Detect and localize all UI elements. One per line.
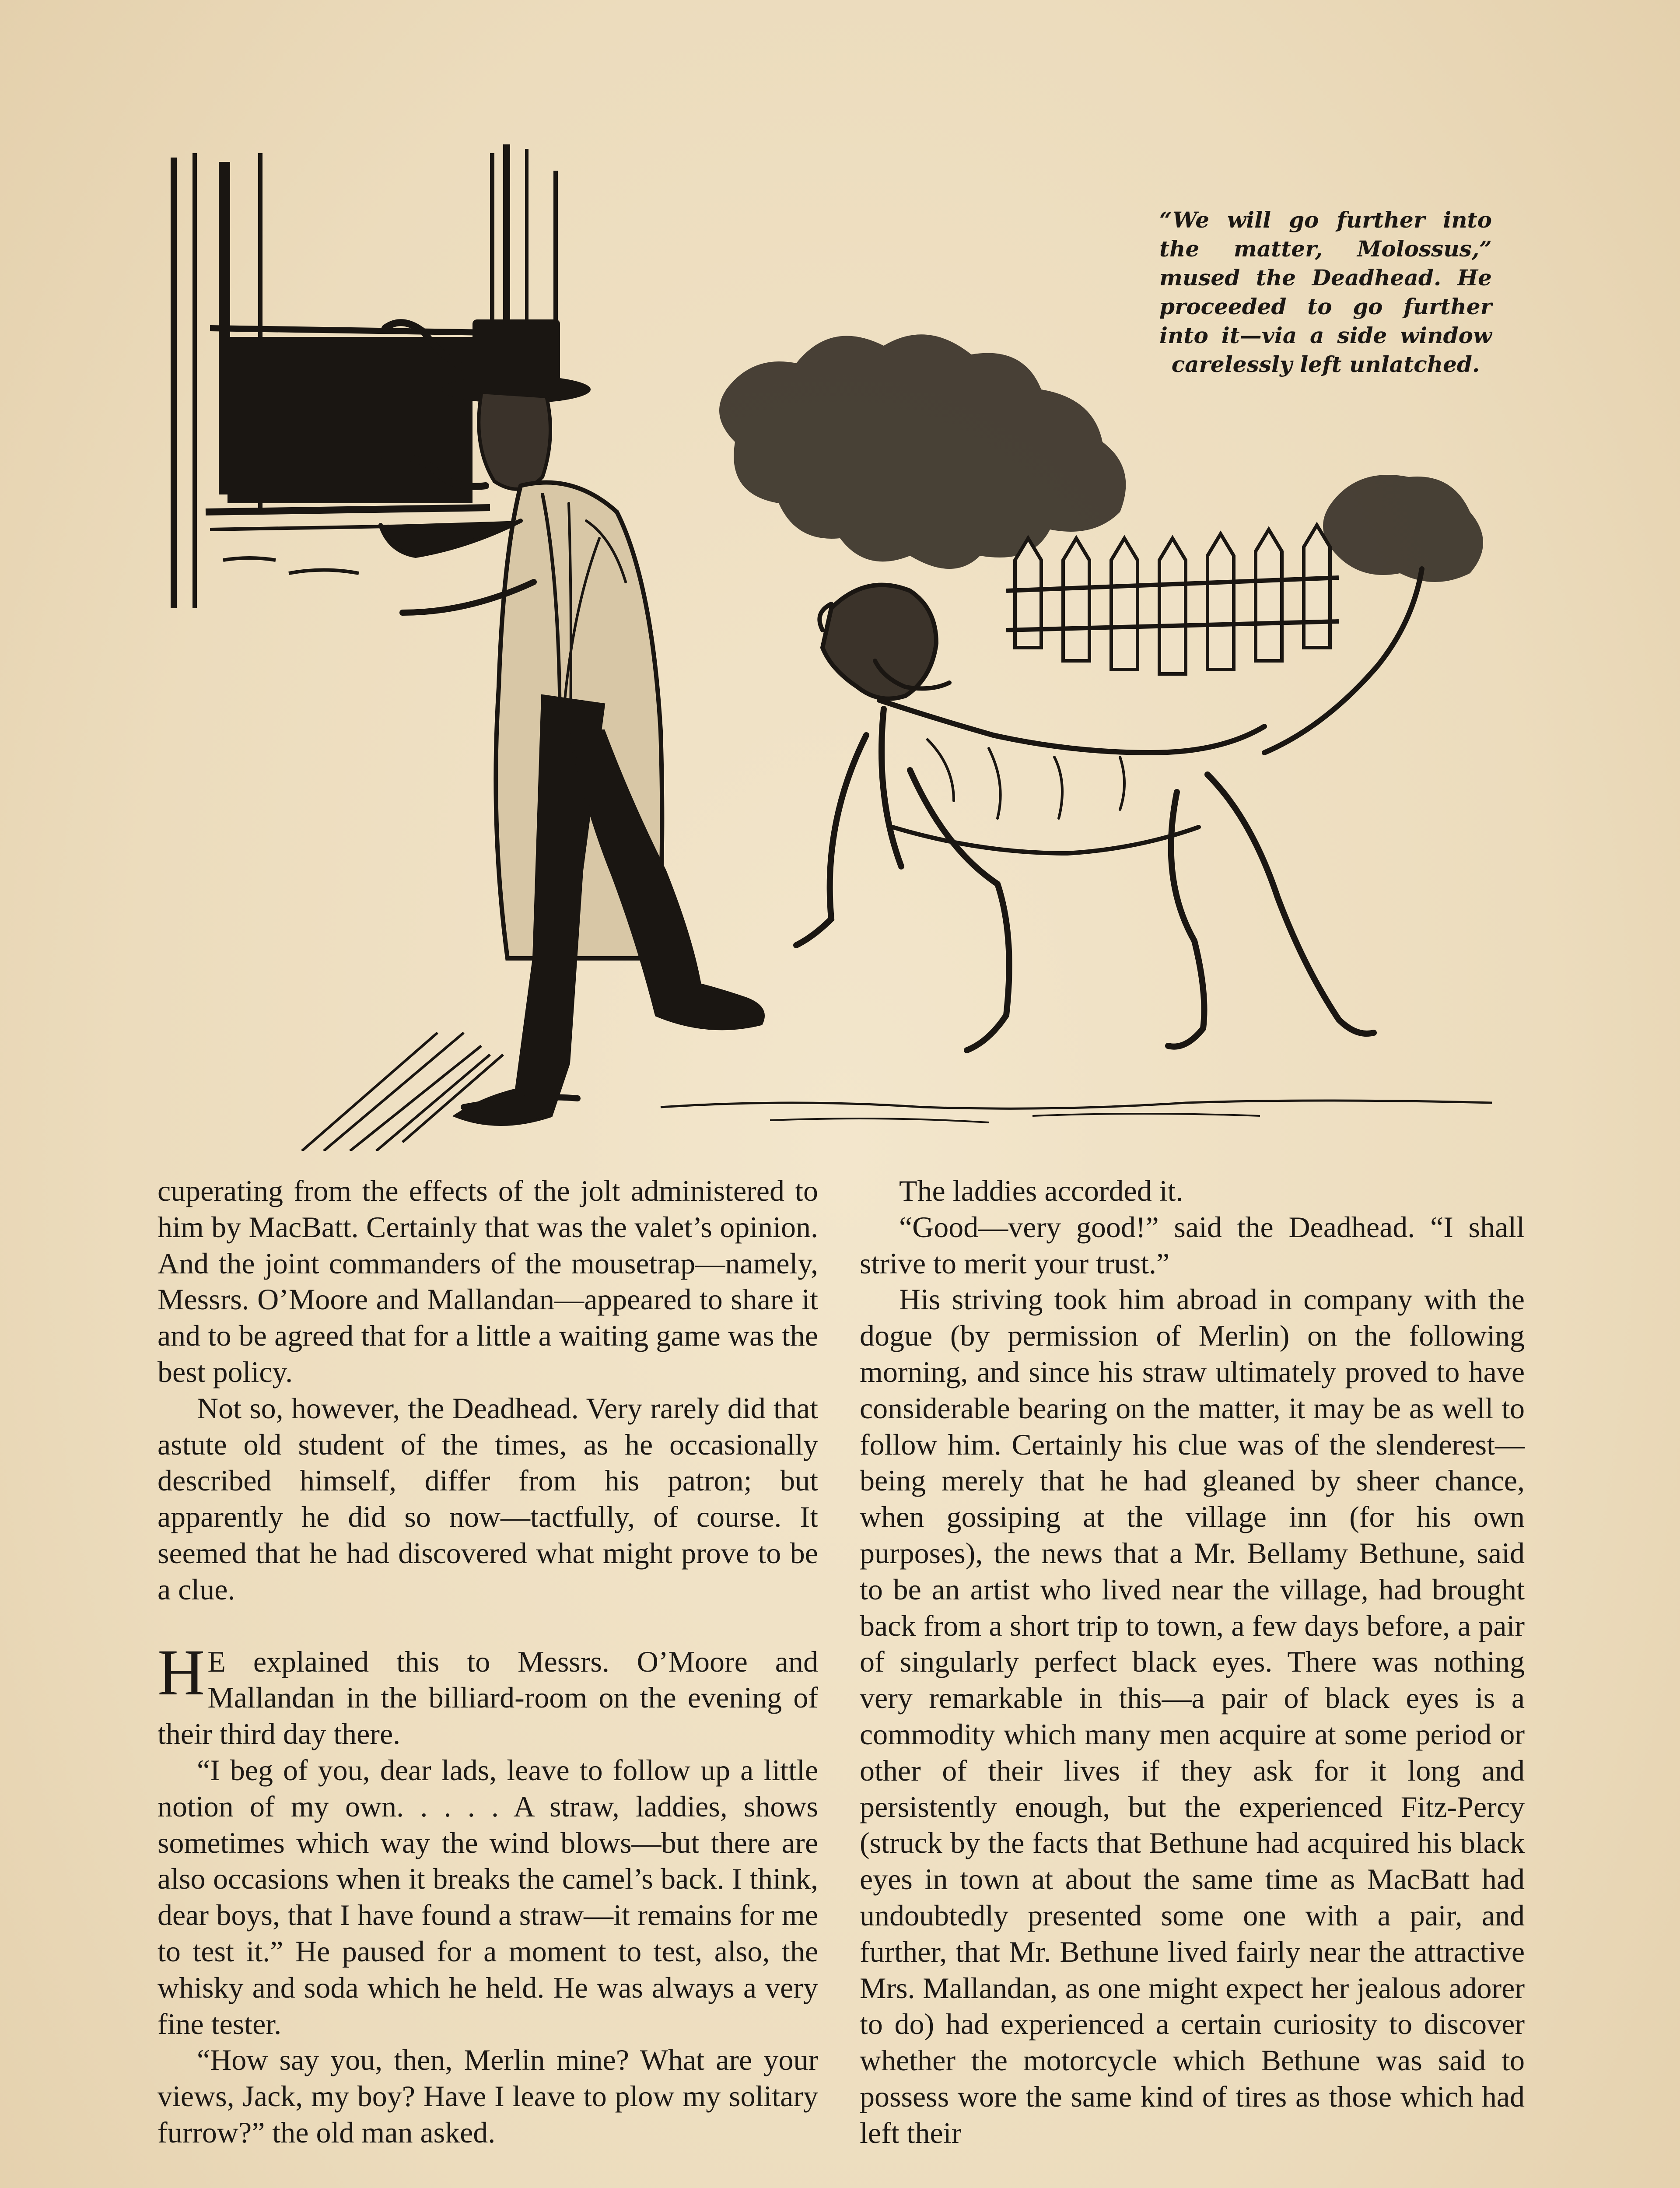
paragraph: “I beg of you, dear lads, leave to follow up a little notion of my own. . . . . A straw, laddies, shows sometimes which way the wind blows—but there are also occasions when it breaks the camel’s back. I think, dear boys, that I have found a straw—it remains for me to test it.” He paused for a moment to test, also, the whisky and soda which he held. He was always a very fine tester. bbox=[158, 1753, 818, 2041]
picket-fence bbox=[1006, 525, 1339, 674]
paragraph: “How say you, then, Merlin mine? What are your views, Jack, my boy? Have I leave to plow my solitary furrow?” the old man asked. bbox=[158, 2043, 818, 2149]
paragraph: Not so, however, the Deadhead. Very rarely did that astute old student of the times, as he occasionally described himself, differ from his patron; but apparently he did so now—tactfully, of course. It seemed that he had discovered what might prove to be a clue. bbox=[158, 1391, 818, 1606]
text-column-right bbox=[860, 1173, 1525, 2151]
paragraph-text: E explained this to Messrs. O’Moore and Mallandan in the billiard-room on the evening of their third day there. bbox=[158, 1645, 818, 1751]
drop-cap-letter: H bbox=[158, 1636, 205, 1709]
paragraph: The laddies accorded it. bbox=[899, 1174, 1183, 1207]
ground-hatching bbox=[302, 1033, 1492, 1151]
text-column-left bbox=[158, 1173, 818, 2151]
paragraph: “Good—very good!” said the Deadhead. “I shall strive to merit your trust.” bbox=[860, 1210, 1525, 1280]
paragraph: His striving took him abroad in company with the dogue (by permission of Merlin) on the following morning, and since his straw ultimately proved to have considerable bearing on the matter, it may be as well to follow him. Certainly his clue was of the slenderest—being merely that he had gleaned by sheer chance, when gossiping at the village inn (for his own purposes), the news that a Mr. Bellamy Bethune, said to be an artist who lived near the village, had brought back from a short trip to town, a few days before, a pair of singularly perfect black eyes. There was nothing very remarkable in this—a pair of black eyes is a commodity which many men acquire at some period or other of their lives if they ask for it long and persistently enough, but the experienced Fitz-Percy (struck by the facts that Bethune had acquired his black eyes in town at about the same time as MacBatt had undoubtedly presented some one with a pair, and further, that Mr. Bethune lived fairly near the attractive Mrs. Mallandan, as one might expect her jealous adorer to do) had experienced a certain curiosity to discover whether the motorcycle which Bethune was said to possess wore the same kind of tires as those which had left their bbox=[860, 1283, 1525, 2149]
paragraph-dropcap bbox=[158, 1636, 818, 1752]
illustration-caption: “We will go further into the matter, Molossus,” mused the Deadhead. He proceeded to go further into it—via a side window carelessly left unlatched. bbox=[1159, 207, 1492, 377]
paragraph: cuperating from the effects of the jolt administered to him by MacBatt. Certainly that was the valet’s opinion. And the joint commanders of the mousetrap—namely, Messrs. O’Moore and Mallandan—appeared to share it and to be agreed that for a little a waiting game was the best policy. bbox=[158, 1174, 818, 1389]
